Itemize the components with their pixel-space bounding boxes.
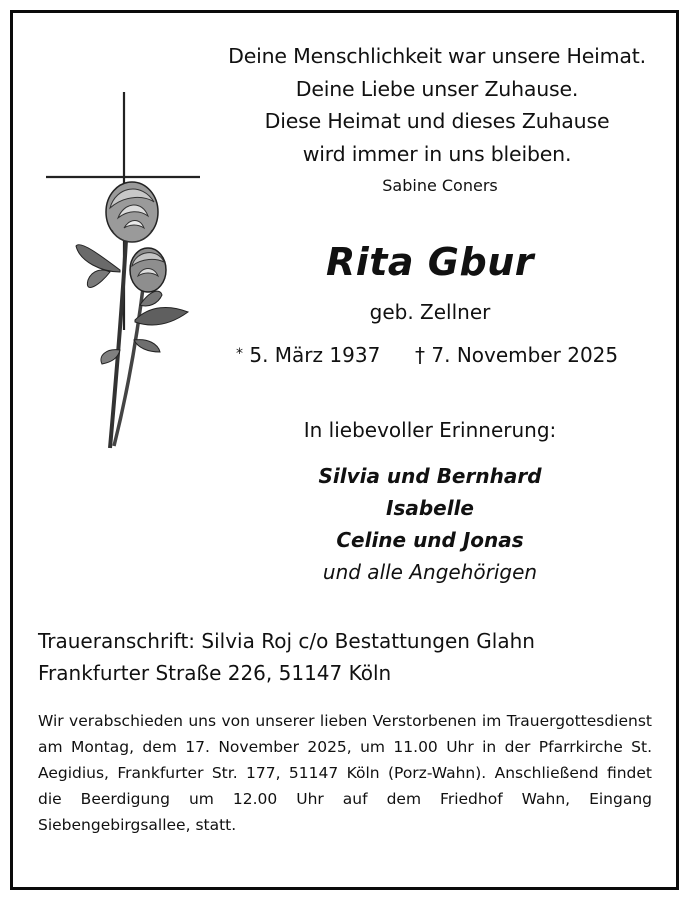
mourning-address [38,625,658,689]
poem [206,40,668,170]
life-dates [236,343,636,367]
cross-with-roses-icon [40,90,210,460]
poem-author: Sabine Coners [382,176,498,195]
poem-line: Deine Liebe unser Zuhause. [295,76,579,101]
poem-line: Deine Menschlichkeit war unsere Heimat. [228,44,646,68]
birth-date: 5. März 1937 [249,343,381,367]
family-name: Isabelle [386,496,474,520]
address-line: Traueranschrift: Silvia Roj c/o Bestattungen Glahn [38,629,535,653]
memory-heading: In liebevoller Erinnerung: [303,418,557,442]
service-text: Wir verabschieden uns von unserer lieben Verstorbenen im Trauergottesdienst am Montag, dem 17. November 2025, um 11.00 Uhr in der Pfarrkirche St. Aegidius, Frankfurter Str. 177, 51147 Köln (Porz-Wahn). Anschließend findet die Beerdigung um 12.00 Uhr auf dem Friedhof Wahn, Eingang Siebengebirgsallee, statt. [38,712,652,834]
deceased-name: Rita Gbur [325,240,534,284]
address-line: Frankfurter Straße 226, 51147 Köln [38,661,392,685]
family-name: Silvia und Bernhard [318,464,542,488]
death-date: 7. November 2025 [431,343,619,367]
family-name: Celine und Jonas [336,528,524,552]
family-list [260,460,600,588]
birth-symbol: * [236,346,243,362]
death-symbol: † [415,343,426,367]
poem-line: wird immer in uns bleiben. [302,141,572,166]
poem-line: Diese Heimat und dieses Zuhause [264,109,610,133]
birth-name: geb. Zellner [369,300,491,324]
family-relatives: und alle Angehörigen [322,560,538,584]
